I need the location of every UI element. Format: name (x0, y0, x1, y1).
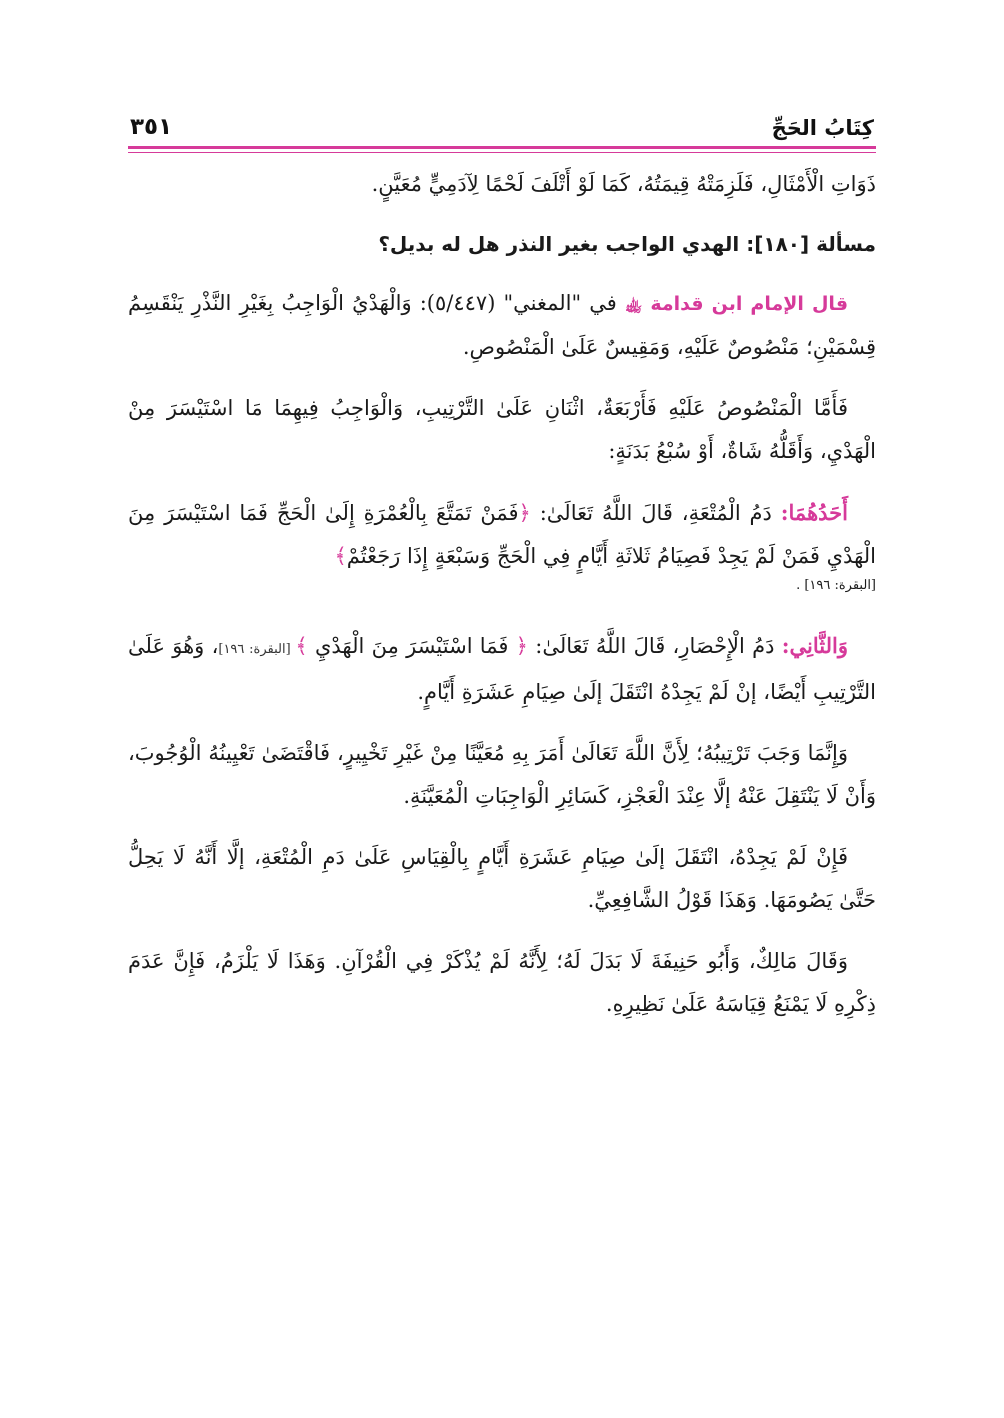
paragraph-text: دَمُ الْمُتْعَةِ، قَالَ اللَّهُ تَعَالَىٰ: (530, 501, 781, 525)
paragraph-continuation: ذَوَاتِ الْأَمْثَالِ، فَلَزِمَتْهُ قِيمَتُهُ، كَمَا لَوْ أَتْلَفَ لَحْمًا لِآدَمِيٍّ مُعَيَّنٍ. (371, 172, 876, 196)
header-rule-thick (128, 146, 876, 149)
question-heading: مسألة [١٨٠]: الهدي الواجب بغير النذر هل له بديل؟ (378, 232, 876, 256)
verse-reference: [البقرة: ١٩٦] (218, 642, 296, 657)
book-title: كِتَابُ الحَجِّ (771, 116, 874, 140)
paragraph-first (128, 491, 876, 578)
paragraph-substitute: فَإِنْ لَمْ يَجِدْهُ، انْتَقَلَ إلَىٰ صِيَامِ عَشَرَةِ أَيَّامٍ بِالْقِيَاسِ عَلَىٰ دَمِ الْمُتْعَةِ، إلَّا أَنَّهُ لَا يَحِلُّ حَتَّىٰ يَصُومَهَا. وَهَذَا قَوْلُ الشَّافِعِيِّ. (128, 845, 876, 912)
document-page (128, 100, 876, 1026)
paragraph-categories: فَأَمَّا الْمَنْصُوصُ عَلَيْهِ فَأَرْبَعَةٌ، اثْنَانِ عَلَىٰ التَّرْتِيبِ، وَالْوَاجِبُ فِيهِمَا مَا اسْتَيْسَرَ مِنْ الْهَدْيِ، وَأَقَلُّهُ شَاةٌ، أَوْ سُبْعُ بَدَنَةٍ: (128, 396, 876, 463)
point-label: أَحَدُهُمَا: (780, 500, 848, 525)
quran-bracket-open: ﴿ (518, 501, 531, 525)
quran-verse: فَمَا اسْتَيْسَرَ مِنَ الْهَدْيِ (307, 634, 516, 658)
quran-bracket-close: ﴾ (334, 544, 347, 568)
page-body (128, 163, 876, 1026)
paragraph-order-reason: وَإِنَّمَا وَجَبَ تَرْتِيبُهُ؛ لِأَنَّ اللَّهَ تَعَالَىٰ أَمَرَ بِهِ مُعَيَّنًا مِنْ غَيْرِ تَخْيِيرٍ، فَاقْتَضَىٰ تَعْيِينُهُ الْوُجُوبَ، وَأَنْ لَا يَنْتَقِلَ عَنْهُ إلَّا عِنْدَ الْعَجْزِ، كَسَائِرِ الْوَاجِبَاتِ الْمُعَيَّنَةِ. (128, 741, 876, 808)
paragraph-second (128, 624, 876, 714)
verse-reference: [البقرة: ١٩٦] . (796, 578, 876, 593)
quran-bracket-close: ﴾ (295, 634, 308, 658)
page-number: ٣٥١ (130, 114, 173, 140)
speaker-name: قال الإمام ابن قدامة ﵀ (624, 293, 849, 315)
paragraph-text: دَمُ الْإِحْصَارِ، قَالَ اللَّهُ تَعَالَىٰ: (527, 634, 782, 658)
paragraph-text: في "المغني" (٥/٤٤٧): وَالْهَدْيُ الْوَاجِبُ بِغَيْرِ النَّذْرِ يَنْقَسِمُ قِسْمَيْنِ؛ مَنْصُوصٌ عَلَيْهِ، وَمَقِيسٌ عَلَىٰ الْمَنْصُوصِ. (128, 291, 876, 359)
paragraph-text: ، وَهُوَ عَلَىٰ التَّرْتِيبِ أَيْضًا، إنْ لَمْ يَجِدْهُ انْتَقَلَ إلَىٰ صِيَامِ عَشَرَةِ أَيَّامٍ. (128, 634, 876, 704)
point-label: وَالثَّانِي: (781, 633, 848, 658)
quran-verse: فَمَنْ تَمَتَّعَ بِالْعُمْرَةِ إِلَىٰ الْحَجِّ فَمَا اسْتَيْسَرَ مِنَ الْهَدْيِ فَمَنْ لَمْ يَجِدْ فَصِيَامُ ثَلاثَةِ أَيَّامٍ فِي الْحَجِّ وَسَبْعَةٍ إِذَا رَجَعْتُمْ (128, 501, 876, 568)
paragraph-opinions: وَقَالَ مَالِكٌ، وَأَبُو حَنِيفَةَ لَا بَدَلَ لَهُ؛ لِأَنَّهُ لَمْ يُذْكَرْ فِي الْقُرْآنِ. وَهَذَا لَا يَلْزَمُ، فَإِنَّ عَدَمَ ذِكْرِهِ لَا يَمْنَعُ قِيَاسَهُ عَلَىٰ نَظِيرِهِ. (128, 949, 876, 1016)
paragraph-quote-intro (128, 282, 876, 369)
quran-bracket-open: ﴿ (515, 634, 528, 658)
header-rule-thin (128, 152, 876, 153)
running-header (128, 100, 876, 144)
